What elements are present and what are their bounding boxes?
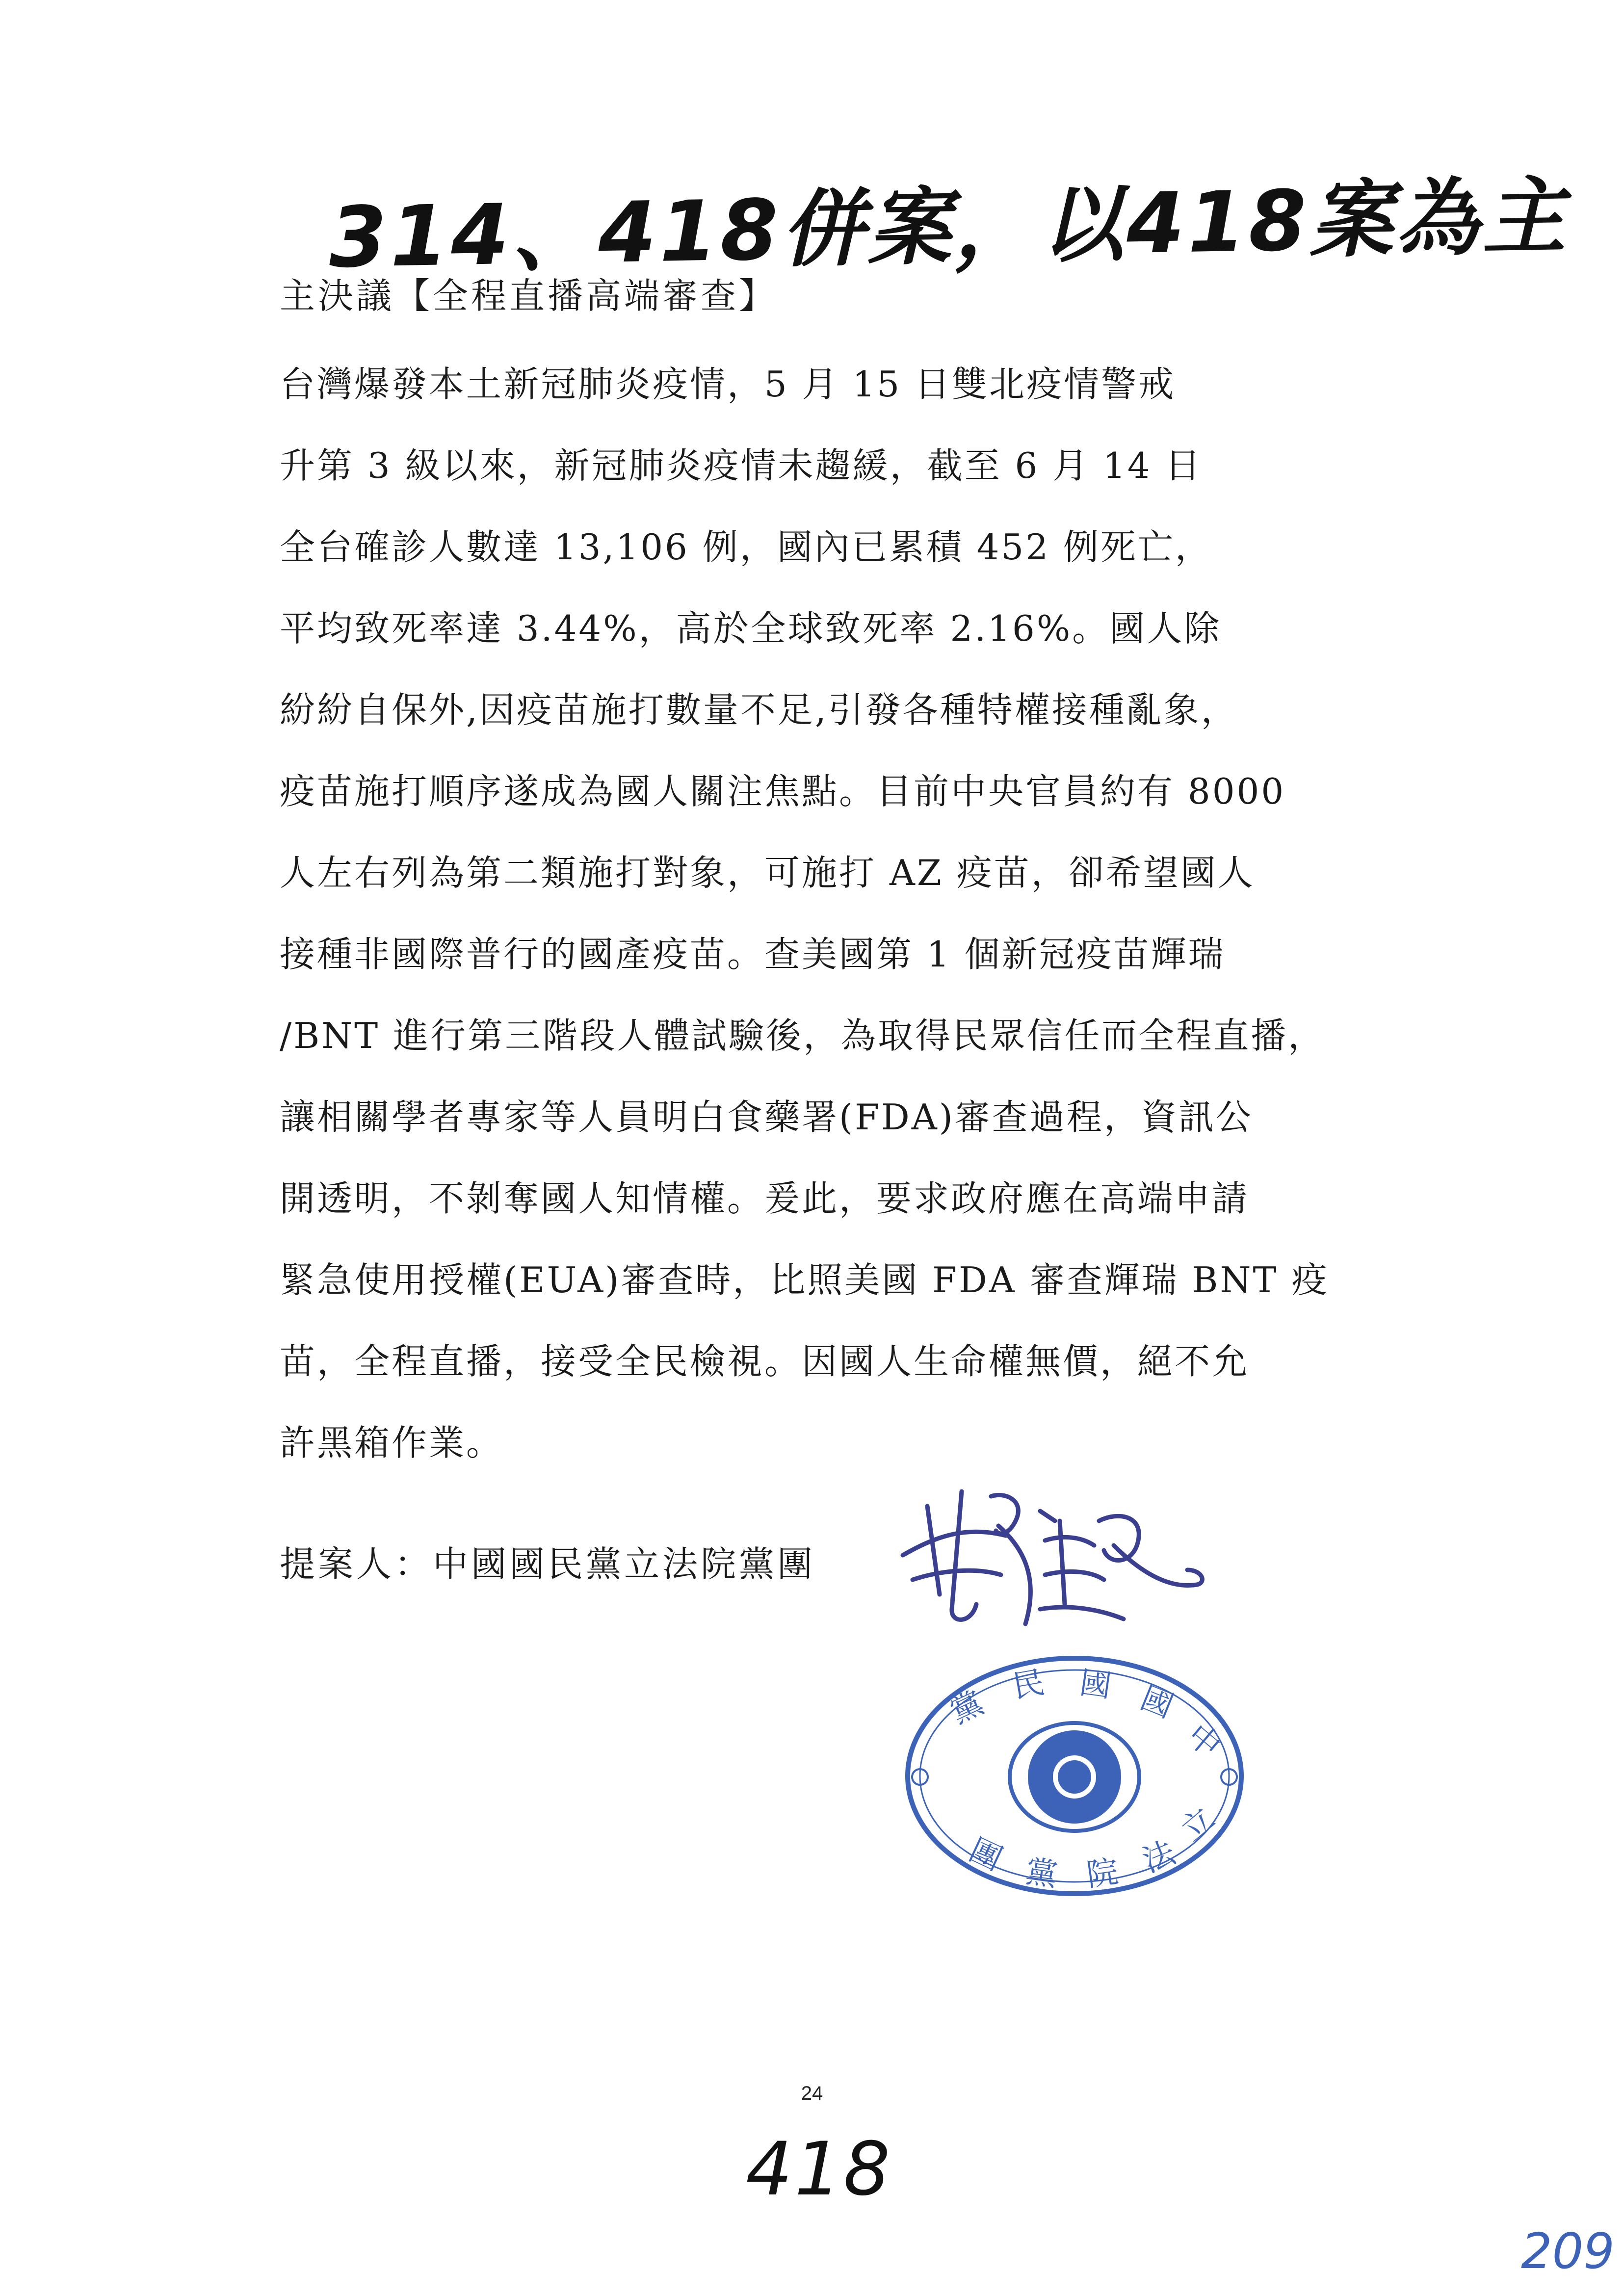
svg-text:中: 中: [1180, 1717, 1228, 1765]
body-line: 平均致死率達 3.44%，高於全球致死率 2.16%。國人除: [280, 608, 1222, 649]
stamp-page-number: 209: [1521, 2222, 1615, 2280]
body-line: 許黑箱作業。: [280, 1422, 504, 1463]
body-line: 接種非國際普行的國產疫苗。查美國第 1 個新冠疫苗輝瑞: [280, 934, 1226, 975]
svg-text:立: 立: [1174, 1800, 1222, 1849]
svg-text:國: 國: [1077, 1665, 1114, 1705]
svg-text:民: 民: [1010, 1664, 1048, 1706]
body-line: 緊急使用授權(EUA)審查時，比照美國 FDA 審查輝瑞 BNT 疫: [280, 1259, 1329, 1301]
body-line: 苗，全程直播，接受全民檢視。因國人生命權無價，絕不允: [280, 1341, 1250, 1382]
body-line: /BNT 進行第三階段人體試驗後，為取得民眾信任而全程直播，: [280, 1015, 1326, 1056]
motion-body: [280, 343, 1384, 1484]
handwritten-title: 314、418併案，以418案為主: [328, 168, 1570, 287]
svg-text:團: 團: [964, 1831, 1008, 1879]
handwritten-signature: [893, 1462, 1207, 1648]
body-line: 疫苗施打順序遂成為國人關注焦點。目前中央官員約有 8000: [280, 771, 1286, 812]
body-line: 紛紛自保外,因疫苗施打數量不足,引發各種特權接種亂象，: [280, 689, 1238, 731]
body-line: 升第 3 級以來，新冠肺炎疫情未趨緩，截至 6 月 14 日: [280, 445, 1203, 486]
svg-text:院: 院: [1084, 1853, 1121, 1894]
motion-heading: 主決議【全程直播高端審查】: [280, 275, 778, 316]
svg-text:黨: 黨: [1023, 1853, 1060, 1894]
svg-text:國: 國: [1135, 1680, 1179, 1725]
svg-text:法: 法: [1137, 1834, 1180, 1880]
body-line: 開透明，不剝奪國人知情權。爰此，要求政府應在高端申請: [280, 1178, 1250, 1219]
body-line: 台灣爆發本土新冠肺炎疫情，5 月 15 日雙北疫情警戒: [280, 364, 1176, 405]
svg-text:黨: 黨: [945, 1684, 989, 1731]
page-number: 24: [801, 2083, 823, 2104]
proposer-line: 提案人：中國國民黨立法院黨團: [280, 1543, 816, 1585]
body-line: 人左右列為第二類施打對象，可施打 AZ 疫苗，卻希望國人: [280, 852, 1255, 893]
handwritten-case-number: 418: [746, 2127, 892, 2212]
party-seal: [898, 1648, 1251, 1904]
body-line: 全台確診人數達 13,106 例，國內已累積 452 例死亡，: [280, 526, 1212, 568]
body-line: 讓相關學者專家等人員明白食藥署(FDA)審查過程，資訊公: [280, 1096, 1253, 1138]
